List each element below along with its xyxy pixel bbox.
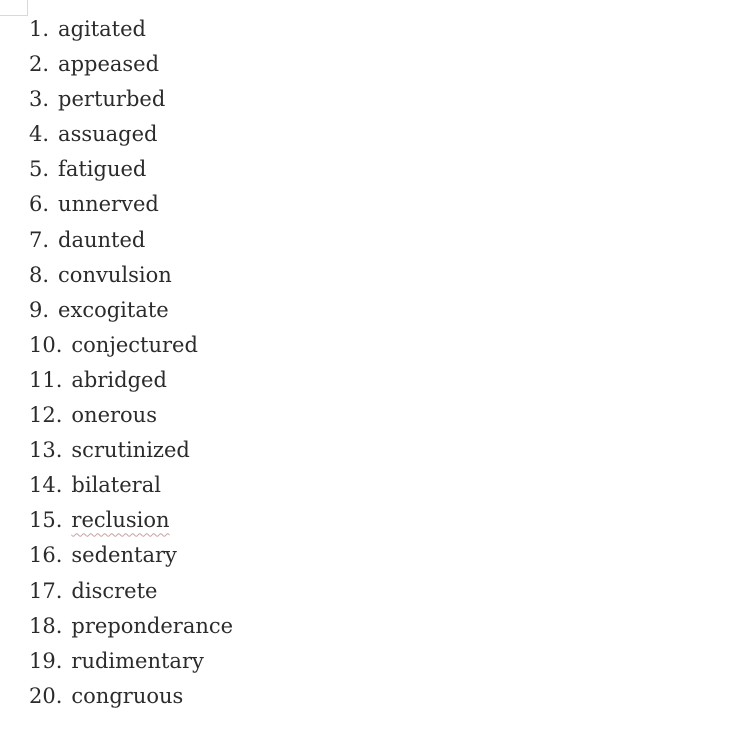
list-word[interactable]: congruous <box>71 683 184 708</box>
list-word[interactable]: convulsion <box>58 262 172 287</box>
list-item <box>29 293 233 328</box>
list-item <box>29 47 233 82</box>
list-number: 6. <box>29 192 50 217</box>
list-item <box>29 503 233 538</box>
list-item <box>29 609 233 644</box>
list-number: 2. <box>29 52 50 77</box>
list-item <box>29 328 233 363</box>
list-word[interactable]: preponderance <box>71 613 234 638</box>
list-item <box>29 12 233 47</box>
list-item <box>29 574 233 609</box>
list-word[interactable]: sedentary <box>71 543 177 568</box>
list-number: 9. <box>29 297 50 322</box>
list-item <box>29 258 233 293</box>
list-item <box>29 223 233 258</box>
list-item <box>29 644 233 679</box>
list-word[interactable]: agitated <box>58 17 146 41</box>
list-item <box>29 433 233 468</box>
list-word[interactable]: rudimentary <box>71 648 204 673</box>
list-number: 10. <box>29 332 63 357</box>
list-word[interactable]: excogitate <box>58 297 169 322</box>
list-word[interactable]: daunted <box>58 227 146 252</box>
numbered-word-list <box>29 12 233 714</box>
list-number: 16. <box>29 543 63 568</box>
list-number: 19. <box>29 648 63 673</box>
list-item <box>29 152 233 187</box>
list-number: 12. <box>29 403 63 428</box>
list-number: 11. <box>29 367 63 392</box>
list-item <box>29 468 233 503</box>
list-number: 13. <box>29 438 63 463</box>
list-number: 7. <box>29 227 50 252</box>
list-item <box>29 398 233 433</box>
list-number: 5. <box>29 157 50 182</box>
list-number: 15. <box>29 508 63 533</box>
list-word[interactable]: scrutinized <box>71 438 190 463</box>
list-item <box>29 187 233 222</box>
list-word[interactable]: assuaged <box>58 122 158 147</box>
list-word[interactable]: unnerved <box>58 192 159 217</box>
list-word[interactable]: discrete <box>71 578 158 603</box>
list-item <box>29 679 233 714</box>
list-number: 14. <box>29 473 63 498</box>
list-number: 8. <box>29 262 50 287</box>
list-word[interactable]: appeased <box>58 52 160 77</box>
list-number: 3. <box>29 87 50 112</box>
list-number: 4. <box>29 122 50 147</box>
list-word[interactable]: perturbed <box>58 87 166 112</box>
list-number: 18. <box>29 613 63 638</box>
list-word[interactable]: fatigued <box>58 157 147 182</box>
list-word[interactable]: abridged <box>71 367 167 392</box>
list-item <box>29 363 233 398</box>
list-number: 17. <box>29 578 63 603</box>
list-word-spellcheck-flagged[interactable]: reclusion <box>71 508 170 533</box>
list-word[interactable]: conjectured <box>71 332 198 357</box>
list-word[interactable]: bilateral <box>71 473 161 498</box>
list-item <box>29 117 233 152</box>
list-number: 20. <box>29 683 63 708</box>
list-item <box>29 538 233 573</box>
list-number: 1. <box>29 17 50 41</box>
list-item <box>29 82 233 117</box>
page-corner-mark <box>0 0 28 16</box>
list-word[interactable]: onerous <box>71 403 157 428</box>
